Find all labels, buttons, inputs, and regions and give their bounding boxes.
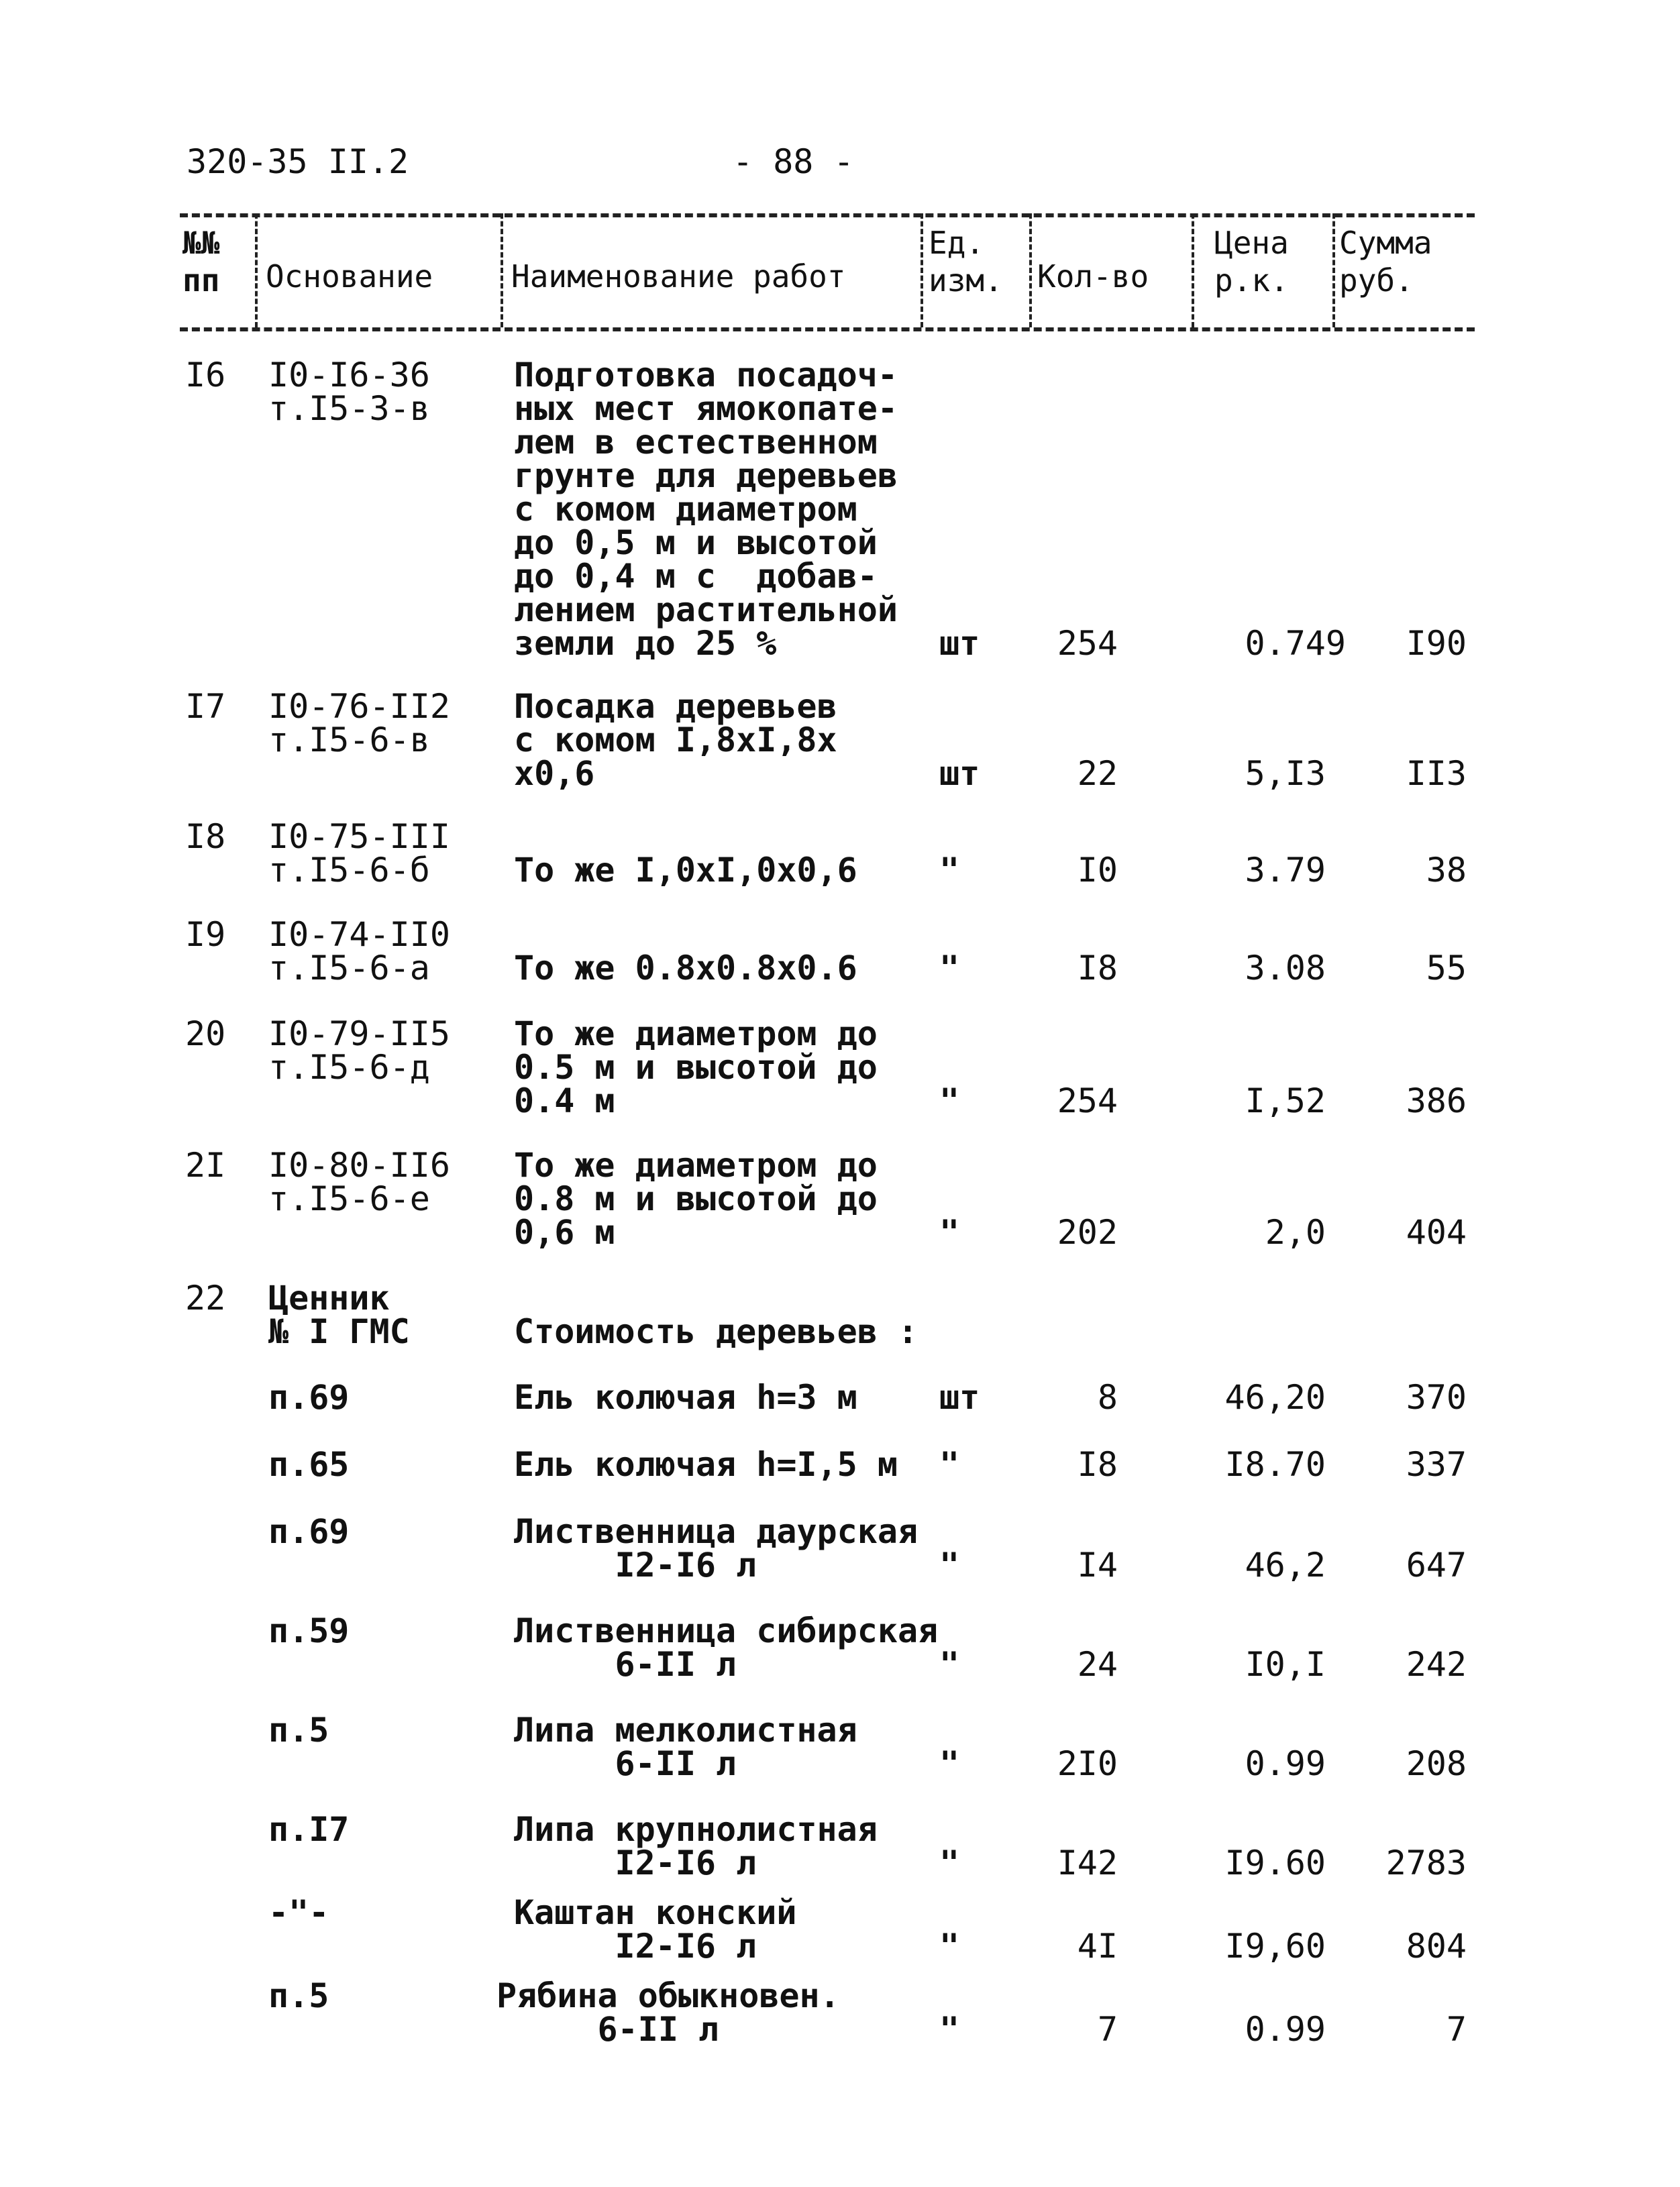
- row-unit: ": [939, 1844, 960, 1882]
- row-qty: 202: [1057, 1213, 1118, 1252]
- row-basis: п.5: [268, 1711, 329, 1750]
- row-unit: ": [939, 1445, 960, 1484]
- row-unit: ": [939, 1645, 960, 1684]
- row-num: I9: [185, 915, 226, 954]
- table-header-bottom-rule: [180, 327, 1475, 331]
- row-basis: п.5: [268, 1976, 329, 2015]
- row-basis: I0-80-II6 т.I5-6-е: [268, 1146, 450, 1218]
- row-qty: 4I: [1077, 1927, 1118, 1966]
- row-sum: 404: [1406, 1213, 1467, 1252]
- row-sum: 647: [1406, 1546, 1467, 1585]
- row-name: Ель колючая h=3 м: [514, 1378, 857, 1417]
- row-qty: 24: [1077, 1645, 1118, 1684]
- column-separator: [255, 213, 258, 327]
- row-price: 0.99: [1245, 1744, 1326, 1783]
- row-sum: I90: [1406, 624, 1467, 663]
- row-sum: II3: [1406, 754, 1467, 793]
- row-price: 2,0: [1265, 1213, 1326, 1252]
- row-basis: п.65: [268, 1445, 350, 1484]
- row-name: Липа крупнолистная I2-I6 л: [514, 1810, 878, 1882]
- column-header-sum: Сумма руб.: [1339, 225, 1432, 299]
- row-unit: ": [939, 1546, 960, 1585]
- row-basis: п.69: [268, 1512, 350, 1551]
- row-price: 0.749: [1245, 624, 1346, 663]
- row-num: I8: [185, 817, 226, 856]
- column-header-basis: Основание: [266, 258, 433, 295]
- row-price: I0,I: [1245, 1645, 1326, 1684]
- row-sum: 38: [1426, 851, 1467, 890]
- row-price: 46,2: [1245, 1546, 1326, 1585]
- row-price: 0.99: [1245, 2010, 1326, 2049]
- row-name: Каштан конский I2-I6 л: [514, 1893, 797, 1966]
- row-name: Ель колючая h=I,5 м: [514, 1445, 898, 1484]
- row-price: I9,60: [1224, 1927, 1326, 1966]
- page-number: - 88 -: [733, 142, 854, 181]
- column-header-price: Цена р.к.: [1214, 225, 1289, 299]
- row-sum: 370: [1406, 1378, 1467, 1417]
- row-basis: п.69: [268, 1378, 350, 1417]
- row-unit: шт: [939, 624, 980, 663]
- row-num: I7: [185, 687, 226, 726]
- column-header-unit: Ед. изм.: [929, 225, 1003, 299]
- row-price: I8.70: [1224, 1445, 1326, 1484]
- document-code: 320-35 II.2: [187, 142, 409, 181]
- row-qty: I42: [1057, 1844, 1118, 1882]
- row-basis: I0-76-II2 т.I5-6-в: [268, 687, 450, 759]
- row-price: 3.79: [1245, 851, 1326, 890]
- column-separator: [921, 213, 923, 327]
- table-header-top-rule: [180, 213, 1475, 217]
- row-price: 5,I3: [1245, 754, 1326, 793]
- row-name: Лиственница даурская I2-I6 л: [514, 1512, 918, 1585]
- row-name: Подготовка посадоч- ных мест ямокопате- лем в естественном грунте для деревьев с комом диаметром до 0,5 м и высотой до 0,4 м с добав- лением растительной земли до 25 %: [514, 356, 898, 663]
- row-basis: п.59: [268, 1611, 350, 1650]
- row-sum: 337: [1406, 1445, 1467, 1484]
- row-sum: 2783: [1385, 1844, 1467, 1882]
- row-basis: -"-: [268, 1893, 329, 1932]
- row-qty: I8: [1077, 949, 1118, 988]
- row-price: 46,20: [1224, 1378, 1326, 1417]
- row-qty: 22: [1077, 754, 1118, 793]
- row-unit: ": [939, 1744, 960, 1783]
- row-name: Липа мелколистная 6-II л: [514, 1711, 857, 1783]
- row-basis: Ценник № I ГМС: [268, 1279, 410, 1351]
- row-sum: 242: [1406, 1645, 1467, 1684]
- row-basis: I0-74-II0 т.I5-6-а: [268, 915, 450, 988]
- row-qty: 2I0: [1057, 1744, 1118, 1783]
- row-unit: ": [939, 1927, 960, 1966]
- row-name: Посадка деревьев с комом I,8xI,8x x0,6: [514, 687, 837, 793]
- row-unit: шт: [939, 1378, 980, 1417]
- row-unit: ": [939, 851, 960, 890]
- row-num: 20: [185, 1014, 226, 1053]
- column-separator: [1029, 213, 1032, 327]
- column-separator: [501, 213, 503, 327]
- row-qty: I4: [1077, 1546, 1118, 1585]
- column-header-name: Наименование работ: [511, 258, 846, 295]
- row-unit: ": [939, 1081, 960, 1120]
- row-unit: шт: [939, 754, 980, 793]
- row-qty: I0: [1077, 851, 1118, 890]
- row-sum: 55: [1426, 949, 1467, 988]
- row-num: 22: [185, 1279, 226, 1318]
- row-sum: 7: [1446, 2010, 1467, 2049]
- row-price: I,52: [1245, 1081, 1326, 1120]
- row-num: I6: [185, 356, 226, 394]
- row-price: I9.60: [1224, 1844, 1326, 1882]
- row-sum: 208: [1406, 1744, 1467, 1783]
- row-qty: I8: [1077, 1445, 1118, 1484]
- row-basis: п.I7: [268, 1810, 350, 1849]
- row-qty: 7: [1097, 2010, 1118, 2049]
- column-separator: [1332, 213, 1335, 327]
- row-name: То же 0.8x0.8x0.6: [514, 949, 857, 988]
- row-qty: 254: [1057, 624, 1118, 663]
- row-name: Лиственница сибирская 6-II л: [514, 1611, 939, 1684]
- row-name: Рябина обыкновен. 6-II л: [496, 1976, 840, 2049]
- row-unit: ": [939, 2010, 960, 2049]
- row-name: То же диаметром до 0.8 м и высотой до 0,6 м: [514, 1146, 878, 1252]
- row-name: То же I,0xI,0x0,6: [514, 851, 857, 890]
- row-name: Стоимость деревьев :: [514, 1312, 918, 1351]
- row-price: 3.08: [1245, 949, 1326, 988]
- row-basis: I0-79-II5 т.I5-6-д: [268, 1014, 450, 1087]
- row-name: То же диаметром до 0.5 м и высотой до 0.4 м: [514, 1014, 878, 1120]
- row-sum: 804: [1406, 1927, 1467, 1966]
- row-sum: 386: [1406, 1081, 1467, 1120]
- row-qty: 8: [1097, 1378, 1118, 1417]
- row-qty: 254: [1057, 1081, 1118, 1120]
- row-unit: ": [939, 1213, 960, 1252]
- row-basis: I0-75-III т.I5-6-б: [268, 817, 450, 890]
- row-num: 2I: [185, 1146, 226, 1185]
- row-basis: I0-I6-36 т.I5-3-в: [268, 356, 430, 428]
- column-header-num: №№ пп: [182, 225, 220, 299]
- column-separator: [1192, 213, 1194, 327]
- row-unit: ": [939, 949, 960, 988]
- column-header-qty: Кол-во: [1037, 258, 1149, 295]
